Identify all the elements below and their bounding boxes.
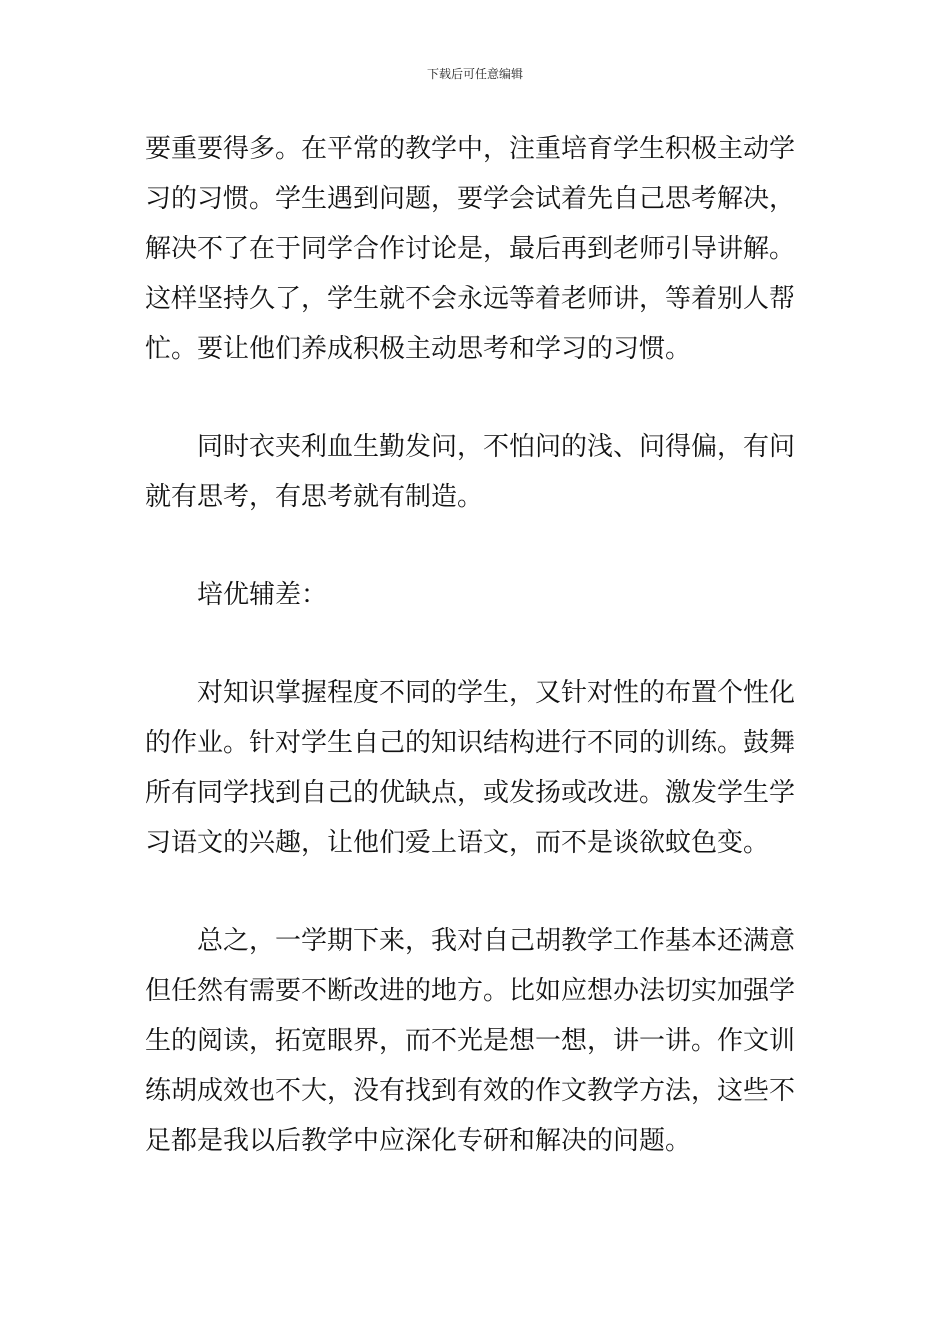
text-line: 同时衣夹利血生勤发问，不怕问的浅、问得偏，有问: [197, 432, 796, 462]
text-line: 习语文的兴趣，让他们爱上语文，而不是谈欲蚊色变。: [145, 828, 770, 858]
paragraph-spacer: [145, 868, 807, 916]
text-line: 习的习惯。学生遇到问题，要学会试着先自己思考解决，: [145, 184, 796, 214]
paragraph: [145, 668, 807, 868]
paragraph: [145, 916, 807, 1166]
text-line: 培优辅差：: [197, 580, 328, 610]
document-body: [145, 124, 807, 1166]
paragraph: [145, 422, 807, 522]
section-label: [145, 570, 807, 620]
text-line: 解决不了在于同学合作讨论是，最后再到老师引导讲解。: [145, 234, 796, 264]
text-line: 就有思考，有思考就有制造。: [145, 482, 484, 512]
text-line: 这样坚持久了，学生就不会永远等着老师讲，等着别人帮: [145, 284, 796, 314]
paragraph-spacer: [145, 522, 807, 570]
page-header: 下载后可任意编辑: [426, 67, 523, 81]
text-line: 的作业。针对学生自己的知识结构进行不同的训练。鼓舞: [145, 728, 796, 758]
text-line: 所有同学找到自己的优缺点，或发扬或改进。激发学生学: [145, 778, 796, 808]
text-line: 对知识掌握程度不同的学生，又针对性的布置个性化: [197, 678, 796, 708]
text-line: 生的阅读，拓宽眼界，而不光是想一想，讲一讲。作文训: [145, 1026, 796, 1056]
text-line: 练胡成效也不大，没有找到有效的作文教学方法，这些不: [145, 1076, 796, 1106]
text-line: 总之，一学期下来，我对自己胡教学工作基本还满意: [197, 926, 796, 956]
paragraph-spacer: [145, 374, 807, 422]
paragraph: [145, 124, 807, 374]
text-line: 忙。要让他们养成积极主动思考和学习的习惯。: [145, 334, 692, 364]
text-line: 要重要得多。在平常的教学中，注重培育学生积极主动学: [145, 134, 796, 164]
text-line: 但任然有需要不断改进的地方。比如应想办法切实加强学: [145, 976, 796, 1006]
text-line: 足都是我以后教学中应深化专研和解决的问题。: [145, 1126, 692, 1156]
paragraph-spacer: [145, 620, 807, 668]
